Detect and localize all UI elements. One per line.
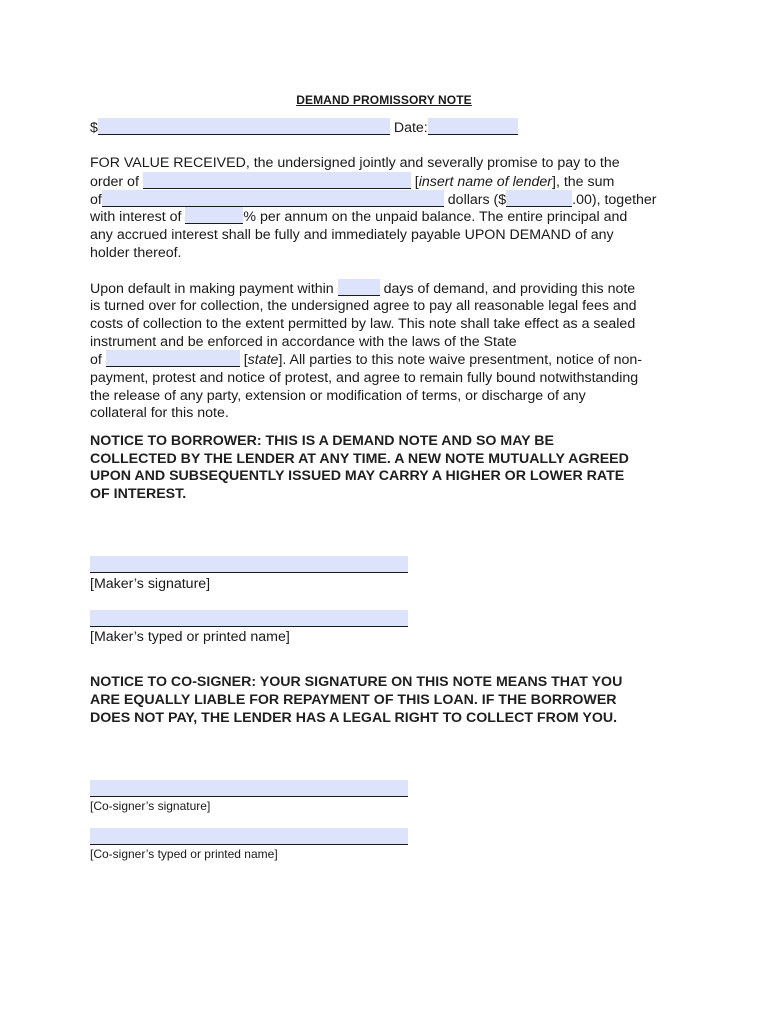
date-label: Date: (393, 120, 428, 136)
paragraph2-line4: instrument and be enforced in accordance with the laws of the State (90, 334, 517, 350)
text-bracket-open-2: [ (239, 352, 248, 368)
cosigner-signature-label: [Co-signer’s signature] (90, 799, 211, 813)
notice-cosigner-line3: DOES NOT PAY, THE LENDER HAS A LEGAL RIGHT TO COLLECT FROM YOU. (90, 710, 618, 726)
page-title: DEMAND PROMISSORY NOTE (296, 93, 472, 107)
state-field[interactable] (106, 350, 240, 367)
text-with-interest: with interest of (90, 209, 186, 225)
lender-name-field[interactable] (143, 172, 411, 189)
paragraph1-line4 (90, 207, 627, 226)
text-of-state: of (90, 352, 106, 368)
text-bracket-open: [ (410, 174, 419, 190)
notice-borrower-line4: OF INTEREST. (90, 486, 187, 502)
sum-words-field[interactable] (102, 190, 444, 207)
days-field[interactable] (338, 279, 380, 296)
paragraph2-line5 (90, 350, 642, 369)
text-upon-default: Upon default in making payment within (90, 281, 338, 297)
paragraph1-line6: holder thereof. (90, 245, 182, 261)
notice-borrower-line2: COLLECTED BY THE LENDER AT ANY TIME. A NEW NOTE MUTUALLY AGREED (90, 451, 629, 467)
paragraph2-line1 (90, 279, 635, 298)
text-all-parties: ]. All parties to this note waive presentment, notice of non- (278, 352, 642, 368)
notice-cosigner-line1: NOTICE TO CO-SIGNER: YOUR SIGNATURE ON THIS NOTE MEANS THAT YOU (90, 674, 623, 690)
paragraph2-line7: the release of any party, extension or modification of terms, or discharge of any (90, 388, 586, 404)
text-dollars: dollars ($ (443, 192, 507, 208)
cosigner-signature-field[interactable] (90, 780, 408, 797)
cosigner-name-field[interactable] (90, 828, 408, 845)
notice-borrower-line1: NOTICE TO BORROWER: THIS IS A DEMAND NOTE AND SO MAY BE (90, 433, 555, 449)
maker-name-field[interactable] (90, 610, 408, 627)
paragraph1-line5: any accrued interest shall be fully and immediately payable UPON DEMAND of any (90, 227, 614, 243)
text-together: .00), together (572, 192, 657, 208)
header-line (90, 118, 518, 137)
paragraph1-line1: FOR VALUE RECEIVED, the undersigned jointly and severally promise to pay to the (90, 155, 620, 171)
text-days-of-demand: days of demand, and providing this note (379, 281, 636, 297)
lender-hint: insert name of lender (418, 174, 553, 190)
notice-borrower-line3: UPON AND SUBSEQUENTLY ISSUED MAY CARRY A HIGHER OR LOWER RATE (90, 468, 625, 484)
interest-rate-field[interactable] (185, 207, 243, 224)
text-order-of: order of (90, 174, 143, 190)
date-field[interactable] (428, 118, 518, 135)
text-of: of (90, 192, 102, 208)
paragraph2-line3: costs of collection to the extent permitted by law. This note shall take effect as a sealed (90, 316, 636, 332)
dollar-sign: $ (90, 120, 98, 136)
text-per-annum: % per annum on the unpaid balance. The entire principal and (243, 209, 628, 225)
cosigner-name-label: [Co-signer’s typed or printed name] (90, 847, 278, 861)
maker-name-label: [Maker’s typed or printed name] (90, 629, 290, 645)
maker-signature-field[interactable] (90, 556, 408, 573)
paragraph2-line8: collateral for this note. (90, 405, 229, 421)
paragraph1-line2 (90, 172, 614, 191)
text-the-sum: ], the sum (552, 174, 615, 190)
paragraph2-line6: payment, protest and notice of protest, and agree to remain fully bound notwithstanding (90, 370, 639, 386)
state-hint: state (247, 352, 279, 368)
amount-field[interactable] (98, 118, 390, 135)
sum-number-field[interactable] (506, 190, 572, 207)
notice-cosigner-line2: ARE EQUALLY LIABLE FOR REPAYMENT OF THIS LOAN. IF THE BORROWER (90, 692, 617, 708)
paragraph2-line2: is turned over for collection, the undersigned agree to pay all reasonable legal fees and (90, 298, 637, 314)
maker-signature-label: [Maker’s signature] (90, 576, 211, 592)
